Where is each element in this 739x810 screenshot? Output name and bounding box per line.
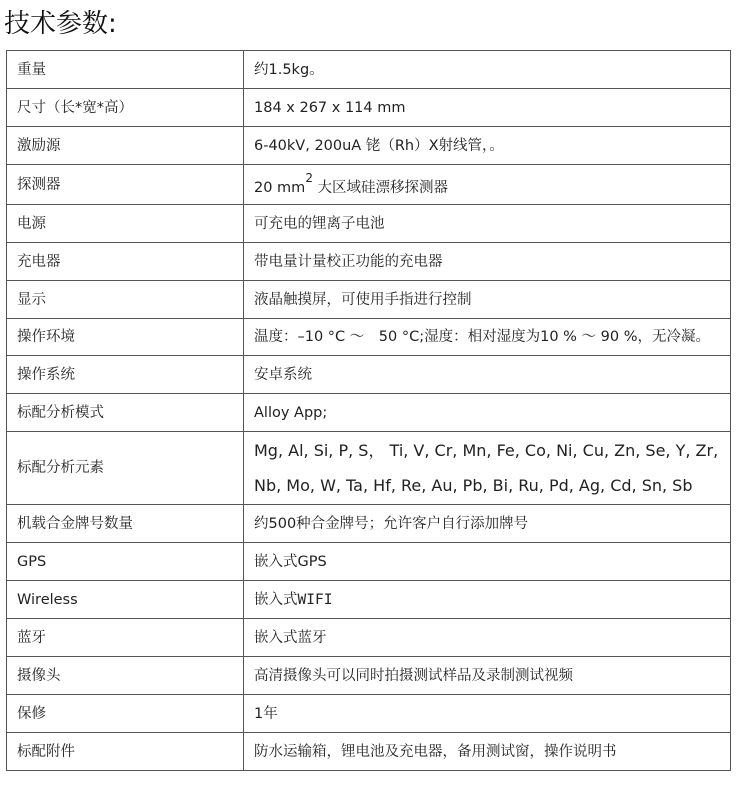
row-value: 1年 <box>244 694 731 732</box>
table-row-wireless <box>7 580 731 618</box>
row-key: 探测器 <box>7 165 244 205</box>
spec-table <box>6 50 731 771</box>
table-row-camera <box>7 656 731 694</box>
table-row-analysis-mode <box>7 393 731 431</box>
detector-area: 20 mm <box>254 179 306 196</box>
row-key: 摄像头 <box>7 656 244 694</box>
row-value: 高清摄像头可以同时拍摄测试样品及录制测试视频 <box>244 656 731 694</box>
table-row-excitation-source <box>7 127 731 165</box>
row-key: 标配分析模式 <box>7 393 244 431</box>
row-key: 保修 <box>7 694 244 732</box>
row-value: 约1.5kg。 <box>244 51 731 89</box>
row-value: 防水运输箱，锂电池及充电器，备用测试窗，操作说明书 <box>244 732 731 770</box>
row-value: 嵌入式蓝牙 <box>244 618 731 656</box>
table-row-display <box>7 280 731 318</box>
row-value: 温度：–10 °C ～ 50 °C;湿度：相对湿度为10 % ～ 90 %，无冷凝。 <box>244 318 731 355</box>
row-key: 激励源 <box>7 127 244 165</box>
row-value: Mg, Al, Si, P, S， Ti, V, Cr, Mn, Fe, Co, Ni, Cu, Zn, Se, Y, Zr, Nb, Mo, W, Ta, Hf, Re, Au, Pb, Bi, Ru, Pd, Ag, Cd, Sn, Sb <box>244 431 731 504</box>
row-value: 嵌入式GPS <box>244 542 731 580</box>
row-value: 约500种合金牌号；允许客户自行添加牌号 <box>244 504 731 542</box>
table-row-power <box>7 204 731 242</box>
row-key: 显示 <box>7 280 244 318</box>
table-row-operating-environment <box>7 318 731 355</box>
table-row-accessories <box>7 732 731 770</box>
table-row-analysis-elements <box>7 431 731 504</box>
row-value: 嵌入式WIFI <box>244 580 731 618</box>
row-key: 尺寸（长*宽*高） <box>7 89 244 127</box>
row-key: 标配附件 <box>7 732 244 770</box>
row-key: 重量 <box>7 51 244 89</box>
row-key: 电源 <box>7 204 244 242</box>
table-row-operating-system <box>7 355 731 393</box>
row-key: 操作系统 <box>7 355 244 393</box>
row-key: 充电器 <box>7 242 244 280</box>
row-value: Alloy App; <box>244 393 731 431</box>
table-row-weight <box>7 51 731 89</box>
table-row-detector <box>7 165 731 205</box>
row-value <box>244 165 731 205</box>
table-row-warranty <box>7 694 731 732</box>
page-title: 技术参数: <box>4 9 117 39</box>
row-key: 蓝牙 <box>7 618 244 656</box>
row-value: 可充电的锂离子电池 <box>244 204 731 242</box>
table-row-charger <box>7 242 731 280</box>
row-value: 液晶触摸屏，可使用手指进行控制 <box>244 280 731 318</box>
row-value: 6-40kV, 200uA 铑（Rh）X射线管，。 <box>244 127 731 165</box>
superscript-two: 2 <box>305 171 313 185</box>
row-value: 安卓系统 <box>244 355 731 393</box>
row-value: 带电量计量校正功能的充电器 <box>244 242 731 280</box>
row-key: 操作环境 <box>7 318 244 355</box>
table-row-bluetooth <box>7 618 731 656</box>
detector-type: 大区域硅漂移探测器 <box>312 179 449 196</box>
row-key: 机载合金牌号数量 <box>7 504 244 542</box>
row-key: Wireless <box>7 580 244 618</box>
row-key: 标配分析元素 <box>7 431 244 504</box>
row-key: GPS <box>7 542 244 580</box>
row-value: 184 x 267 x 114 mm <box>244 89 731 127</box>
table-row-alloy-grades <box>7 504 731 542</box>
table-row-dimensions <box>7 89 731 127</box>
table-row-gps <box>7 542 731 580</box>
